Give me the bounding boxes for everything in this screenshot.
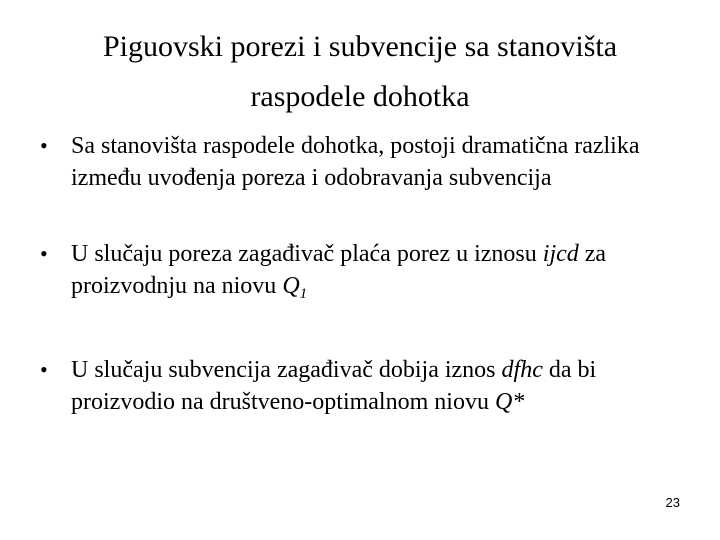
bullet-text-mid: za proizvodnju na niovu — [71, 241, 607, 299]
slide-title — [60, 22, 660, 122]
bullet-text-pre: U slučaju subvencija zagađivač dobija iznos — [71, 357, 502, 383]
area-label-dfhc: dfhc — [501, 357, 543, 383]
page-number: 23 — [665, 495, 680, 510]
bullet-item-tax — [40, 238, 690, 310]
bullet-item-subsidy — [40, 354, 690, 418]
slide-title-line-2: raspodele dohotka — [250, 80, 470, 113]
bullet-item-distribution — [40, 130, 690, 194]
quantity-subscript: 1 — [299, 286, 308, 302]
quantity-symbol-qstar: Q* — [494, 389, 525, 415]
bullet-text-pre: U slučaju poreza zagađivač plaća porez u iznosu — [71, 241, 543, 267]
slide-title-line-1: Piguovski porezi i subvencije sa stanovišta — [102, 30, 618, 63]
quantity-symbol-q1: Q — [282, 273, 300, 299]
bullet-list — [40, 130, 690, 418]
area-label-ijcd: ijcd — [542, 241, 579, 267]
bullet-text-mid: da bi proizvodio na društveno-optimalnom niovu — [71, 357, 597, 415]
bullet-text: Sa stanovišta raspodele dohotka, postoji dramatična razlika između uvođenja poreza i odobravanja subvencija — [71, 133, 640, 191]
